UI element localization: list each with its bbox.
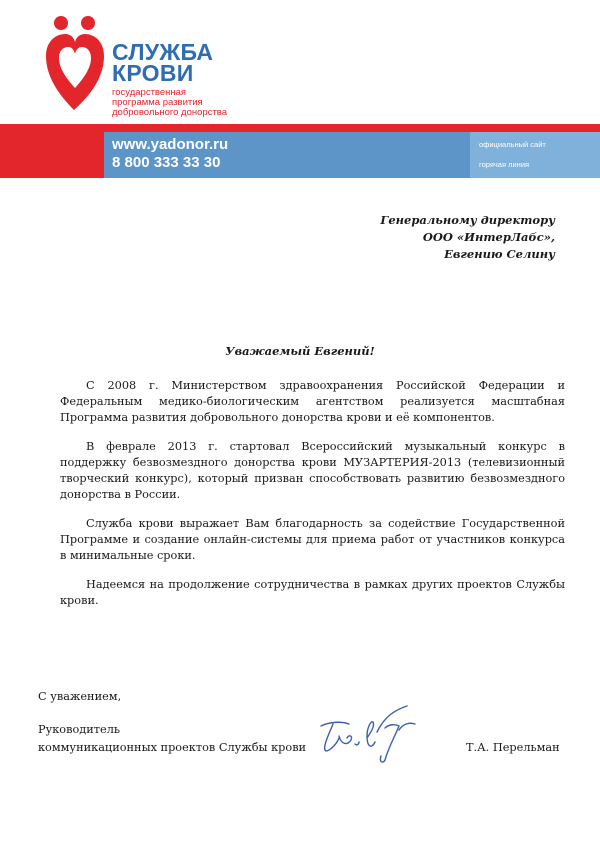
addressee-block: [380, 212, 555, 263]
header-red-band: [0, 124, 600, 132]
closing-regards: С уважением,: [38, 690, 122, 703]
signer-role-line1: Руководитель: [38, 723, 121, 736]
signer-role-line2: коммуникационных проектов Службы крови: [38, 741, 307, 754]
brand-block: [112, 39, 228, 118]
brand-name: СЛУЖБА КРОВИ: [112, 39, 214, 86]
website-note: официальный сайт: [479, 140, 546, 149]
sluzhba-krovi-logo: [44, 14, 106, 114]
header-red-block: [0, 132, 104, 178]
brand-subtitle: государственная программа развития добровольного донорства: [112, 87, 228, 118]
body-paragraph: В феврале 2013 г. стартовал Всероссийский музыкальный конкурс в поддержку безвозмездного донорства крови МУЗАРТЕРИЯ-2013 (телевизионный творческий конкурс), который призван способствовать развитию безвозмездного донорства в России.: [60, 440, 565, 501]
body-paragraph: Надеемся на продолжение сотрудничества в рамках других проектов Службы крови.: [60, 578, 565, 607]
letter-body: [60, 378, 565, 622]
addressee-position: Генеральному директору: [380, 213, 555, 227]
addressee-company: ООО «ИнтерЛабс»,: [422, 230, 555, 244]
hotline-phone: 8 800 333 33 30: [112, 154, 221, 171]
letter-greeting: Уважаемый Евгений!: [225, 344, 375, 358]
signer-name: Т.А. Перельман: [466, 741, 560, 754]
website-link[interactable]: www.yadonor.ru: [112, 136, 229, 153]
body-paragraph: Служба крови выражает Вам благодарность за содействие Государственной Программе и создание онлайн-системы для приема работ от участников конкурса в минимальные сроки.: [60, 517, 565, 562]
hotline-note: горячая линия: [479, 160, 530, 169]
addressee-name: Евгению Селину: [444, 247, 555, 261]
handwritten-signature: [315, 702, 427, 766]
body-paragraph: С 2008 г. Министерством здравоохранения Российской Федерации и Федеральным медико-биологическим агентством реализуется масштабная Программа развития добровольного донорства крови и её компонентов.: [60, 379, 565, 424]
header-blue-band-light: [470, 132, 600, 178]
